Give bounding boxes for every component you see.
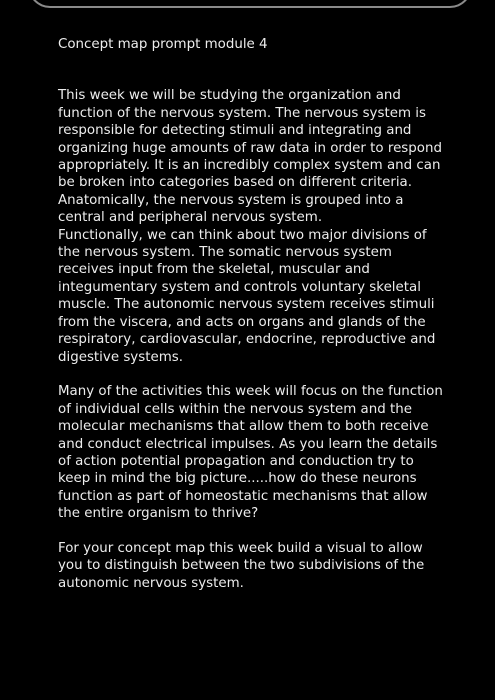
- paragraph-nervous-system-overview: This week we will be studying the organization and function of the nervous system. The nervous system is responsible for detecting stimuli and integrating and organizing huge amounts of raw data in order to respond appropriately. It is an incredibly complex system and can be broken into categories based on different criteria. Anatomically, the nervous system is grouped into a central and peripheral nervous system. Functionally, we can think about two major divisions of the nervous system. The somatic nervous system receives input from the skeletal, muscular and integumentary system and controls voluntary skeletal muscle. The autonomic nervous system receives stimuli from the viscera, and acts on organs and glands of the respiratory, cardiovascular, endocrine, reproductive and digestive systems.: [58, 88, 442, 365]
- paragraph-activities: Many of the activities this week will focus on the function of individual cells within the nervous system and the molecular mechanisms that allow them to both receive and conduct electrical impulses. As you learn the details of action potential propagation and conduction try to keep in mind the big picture.....how do these neurons function as part of homeostatic mechanisms that allow the entire organism to thrive?: [58, 384, 443, 522]
- device-frame-edge: [28, 0, 472, 8]
- document-body: [58, 36, 448, 610]
- paragraph-concept-map-task: For your concept map this week build a visual to allow you to distinguish between the two subdivisions of the autonomic nervous system.: [58, 540, 425, 591]
- document-title: Concept map prompt module 4: [58, 37, 268, 52]
